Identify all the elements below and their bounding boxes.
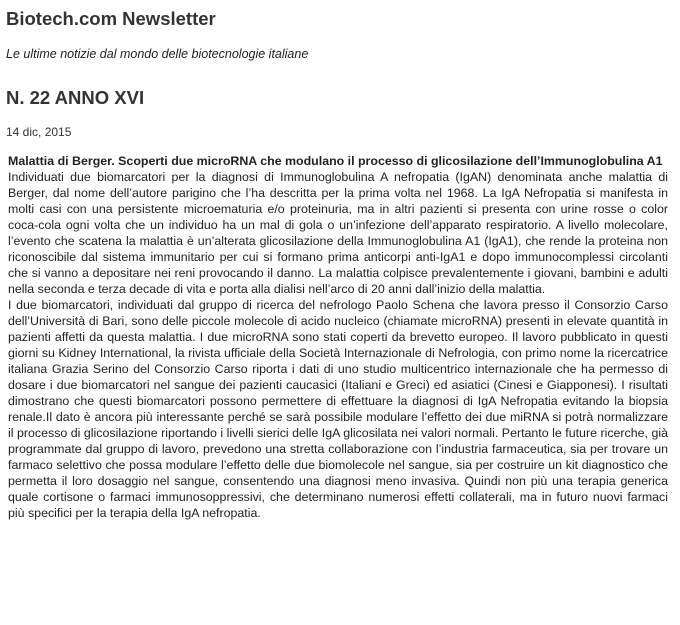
issue-date: 14 dic, 2015: [6, 125, 72, 139]
issue-number: N. 22 ANNO XVI: [6, 87, 145, 108]
article-title: Malattia di Berger. Scoperti due microRNA che modulano il processo di glicosilazione dell’Immunoglobulina A1: [8, 154, 663, 168]
newsletter-subtitle: Le ultime notizie dal mondo delle biotecnologie italiane: [6, 47, 309, 61]
newsletter-title: Biotech.com Newsletter: [6, 8, 216, 29]
article-paragraph-2: I due biomarcatori, individuati dal gruppo di ricerca del nefrologo Paolo Schena che lavora presso il Consorzio Carso dell’Università di Bari, sono delle piccole molecole di acido nucleico (chiamate microRNA) presenti in elevate quantità in pazienti affetti da questa malattia. I due microRNA sono stati coperti da brevetto europeo. Il lavoro pubblicato in questi giorni su Kidney International, la rivista ufficiale della Società Internazionale di Nefrologia, con primo nome la ricercatrice italiana Grazia Serino del Consorzio Carso riporta i dati di uno studio multicentrico internazionale che ha permesso di dosare i due biomarcatori nel sangue dei pazienti caucasici (Italiani e Greci) ed asiatici (Cinesi e Giapponesi). I risultati dimostrano che questi biomarcatori possono permettere di effettuare la diagnosi di IgA Nefropatia evitando la biopsia renale.Il dato è ancora più interessante perché se sarà possibile modulare l’effetto dei due miRNA si potrà normalizzare il processo di glicosilazione riportando i livelli sierici delle IgA glicosilata nei valori normali. Pertanto le future ricerche, già programmate dal gruppo di lavoro, prevedono una stretta collaborazione con l’industria farmaceutica, sia per trovare un farmaco selettivo che possa modulare l’effetto delle due biomolecole nel sangue, sia per costruire un kit diagnostico che permetta il loro dosaggio nel sangue, consentendo una diagnosi meno invasiva. Quindi non più una terapia generica quale cortisone o farmaci immunosoppressivi, che determinano numerosi effetti collaterali, ma in futuro nuovi farmaci più specifici per la terapia della IgA nefropatia.: [8, 298, 668, 520]
article: [8, 153, 668, 521]
article-paragraph-1: Individuati due biomarcatori per la diagnosi di Immunoglobulina A nefropatia (IgAN) denominata anche malattia di Berger, dal nome dell’autore parigino che l’ha descritta per la prima volta nel 1968. La IgA Nefropatia si manifesta in molti casi con una persistente microematuria e/o proteinuria, ma in altri pazienti si presenta con urine rosse o color coca-cola ogni volta che un individuo ha un mal di gola o un’infezione dell’apparato respiratorio. A livello molecolare, l’evento che scatena la malattia è un’alterata glicosilazione della Immunoglobulina A1 (IgA1), che rende la proteina non riconoscibile dal sistema immunitario per cui si formano prima anticorpi anti-IgA1 e dopo immunocomplessi circolanti che si vanno a depositare nei reni provocando il danno. La malattia colpisce prevalentemente i giovani, bambini e adulti nella seconda e terza decade di vita e porta alla dialisi nell’arco di 20 anni dall’inizio della malattia.: [8, 170, 668, 296]
